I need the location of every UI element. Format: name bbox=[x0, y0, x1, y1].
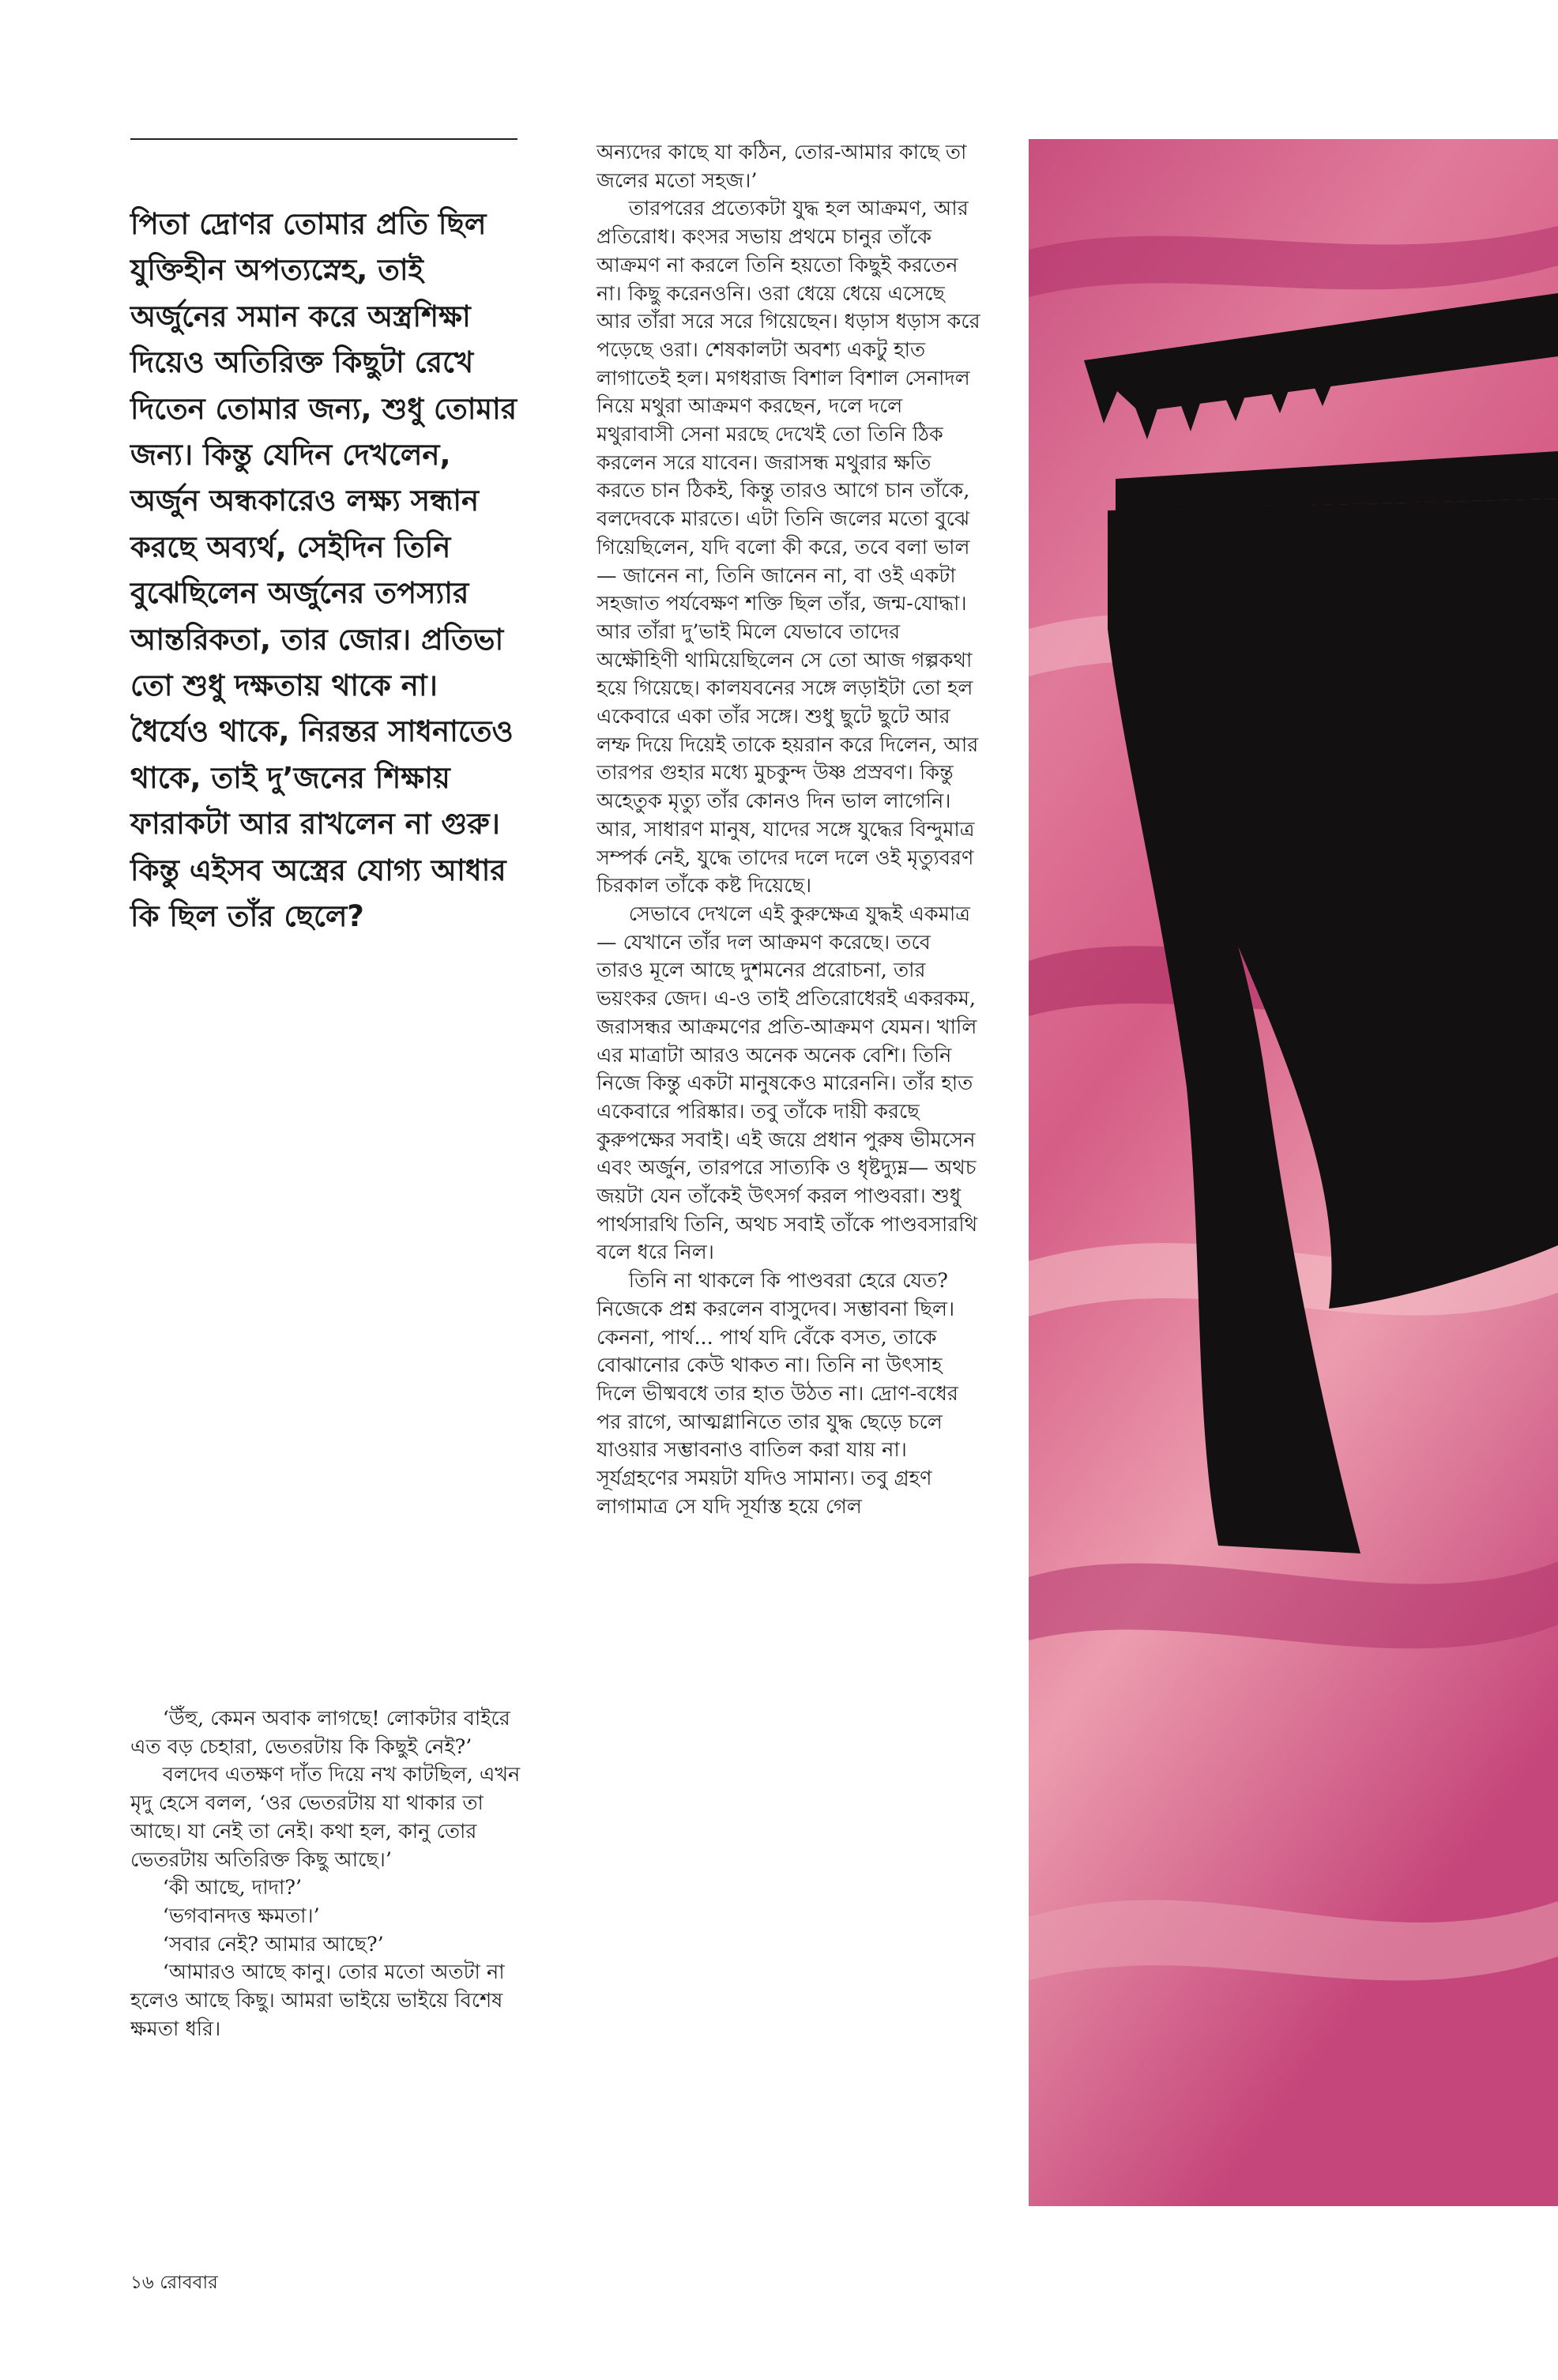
page-folio: ১৬ রোববার bbox=[130, 2273, 218, 2293]
paragraph: তারপরের প্রত্যেকটা যুদ্ধ হল আক্রমণ, আর প্রতিরোধ। কংসর সভায় প্রথমে চানুর তাঁকে আক্রমণ না করলে তিনি হয়তো কিছুই করতেন না। কিছু করেনওনি। ওরা ধেয়ে ধেয়ে এসেছে আর তাঁরা সরে সরে গিয়েছেন। ধড়াস ধড়াস করে পড়েছে ওরা। শেষকালটা অবশ্য একটু হাত লাগাতেই হল। মগধরাজ বিশাল বিশাল সেনাদল নিয়ে মথুরা আক্রমণ করছেন, দলে দলে মথুরাবাসী সেনা মরছে দেখেই তো তিনি ঠিক করলেন সরে যাবেন। জরাসন্ধ মথুরার ক্ষতি করতে চান ঠিকই, কিন্তু তারও আগে চান তাঁকে, বলদেবকে মারতে। এটা তিনি জলের মতো বুঝে গিয়েছিলেন, যদি বলো কী করে, তবে বলা ভাল— জানেন না, তিনি জানেন না, বা ওই একটা সহজাত পর্যবেক্ষণ শক্তি ছিল তাঁর, জন্ম-যোদ্ধা। আর তাঁরা দু’ভাই মিলে যেভাবে তাদের অক্ষৌহিণী থামিয়েছিলেন সে তো আজ গল্পকথা হয়ে গিয়েছে। কালযবনের সঙ্গে লড়াইটা তো হল একেবারে একা তাঁর সঙ্গে। শুধু ছুটে ছুটে আর লম্ফ দিয়ে দিয়েই তাকে হয়রান করে দিলেন, আর তারপর গুহার মধ্যে মুচকুন্দ উষ্ণ প্রস্রবণ। কিন্তু অহেতুক মৃত্যু তাঁর কোনও দিন ভাল লাগেনি। আর, সাধারণ মানুষ, যাদের সঙ্গে যুদ্ধের বিন্দুমাত্র সম্পর্ক নেই, যুদ্ধে তাদের দলে দলে ওই মৃত্যুবরণ চিরকাল তাঁকে কষ্ট দিয়েছে। bbox=[596, 197, 980, 898]
paragraph: ‘কী আছে, দাদা?’ bbox=[162, 1876, 303, 1900]
curtain-illustration-svg bbox=[1029, 139, 1558, 2206]
paragraph: সেভাবে দেখলে এই কুরুক্ষেত্র যুদ্ধই একমাত্র— যেখানে তাঁর দল আক্রমণ করেছে। তবে তারও মূলে আছে দুশমনের প্ররোচনা, তার ভয়ংকর জেদ। এ-ও তাই প্রতিরোধেরই একরকম, জরাসন্ধর আক্রমণের প্রতি-আক্রমণ যেমন। খালি এর মাত্রাটা আরও অনেক অনেক বেশি। তিনি নিজে কিন্তু একটা মানুষকেও মারেননি। তাঁর হাত একেবারে পরিষ্কার। তবু তাঁকে দায়ী করছে কুরুপক্ষের সবাই। এই জয়ে প্রধান পুরুষ ভীমসেন এবং অর্জুন, তারপরে সাত্যকি ও ধৃষ্টদ্যুম্ন— অথচ জয়টা যেন তাঁকেই উৎসর্গ করল পাণ্ডবরা। শুধু পার্থসারথি তিনি, অথচ সবাই তাঁকে পাণ্ডবসারথি বলে ধরে নিল। bbox=[596, 902, 978, 1265]
curtain-illustration bbox=[1029, 139, 1558, 2206]
paragraph: ‘উঁহু, কেমন অবাক লাগছে! লোকটার বাইরে এত বড় চেহারা, ভেতরটায় কি কিছুই নেই?’ bbox=[130, 1707, 510, 1759]
paragraph: ‘আমারও আছে কানু। তোর মতো অতটা না হলেও আছে কিছু। আমরা ভাইয়ে ভাইয়ে বিশেষ ক্ষমতা ধরি। bbox=[130, 1960, 505, 2041]
paragraph: ‘ভগবানদত্ত ক্ষমতা।’ bbox=[162, 1904, 320, 1928]
top-rule bbox=[130, 138, 517, 140]
paragraph: বলদেব এতক্ষণ দাঁত দিয়ে নখ কাটছিল, এখন মৃদু হেসে বলল, ‘ওর ভেতরটায় যা থাকার তা আছে। যা নেই তা নেই। কথা হল, কানু তোর ভেতরটায় অতিরিক্ত কিছু আছে।’ bbox=[130, 1763, 521, 1872]
paragraph: ‘সবার নেই? আমার আছে?’ bbox=[162, 1932, 384, 1956]
paragraph: তিনি না থাকলে কি পাণ্ডবরা হেরে যেত? নিজেকে প্রশ্ন করলেন বাসুদেব। সম্ভাবনা ছিল। কেননা, পার্থ... পার্থ যদি বেঁকে বসত, তাকে বোঝানোর কেউ থাকত না। তিনি না উৎসাহ দিলে ভীষ্মবধে তার হাত উঠত না। দ্রোণ-বধের পর রাগে, আত্মগ্লানিতে তার যুদ্ধ ছেড়ে চলে যাওয়ার সম্ভাবনাও বাতিল করা যায় না। সূর্যগ্রহণের সময়টা যদিও সামান্য। তবু গ্রহণ লাগামাত্র সে যদি সূর্যাস্ত হয়ে গেল bbox=[596, 1269, 958, 1519]
text-column-right bbox=[596, 139, 984, 1521]
paragraph: অন্যদের কাছে যা কঠিন, তোর-আমার কাছে তা জলের মতো সহজ।’ bbox=[596, 141, 967, 193]
pull-quote: পিতা দ্রোণর তোমার প্রতি ছিল যুক্তিহীন অপত্যস্নেহ, তাই অর্জুনের সমান করে অস্ত্রশিক্ষা দিয়েও অতিরিক্ত কিছুটা রেখে দিতেন তোমার জন্য, শুধু তোমার জন্য। কিন্তু যেদিন দেখলেন, অর্জুন অন্ধকারেও লক্ষ্য সন্ধান করছে অব্যর্থ, সেইদিন তিনি বুঝেছিলেন অর্জুনের তপস্যার আন্তরিকতা, তার জোর। প্রতিভা তো শুধু দক্ষতায় থাকে না। ধৈর্যেও থাকে, নিরন্তর সাধনাতেও থাকে, তাই দু’জনের শিক্ষায় ফারাকটা আর রাখলেন না গুরু। কিন্তু এইসব অস্ত্রের যোগ্য আধার কি ছিল তাঁর ছেলে? bbox=[130, 207, 517, 934]
text-column-left bbox=[130, 1705, 529, 2043]
